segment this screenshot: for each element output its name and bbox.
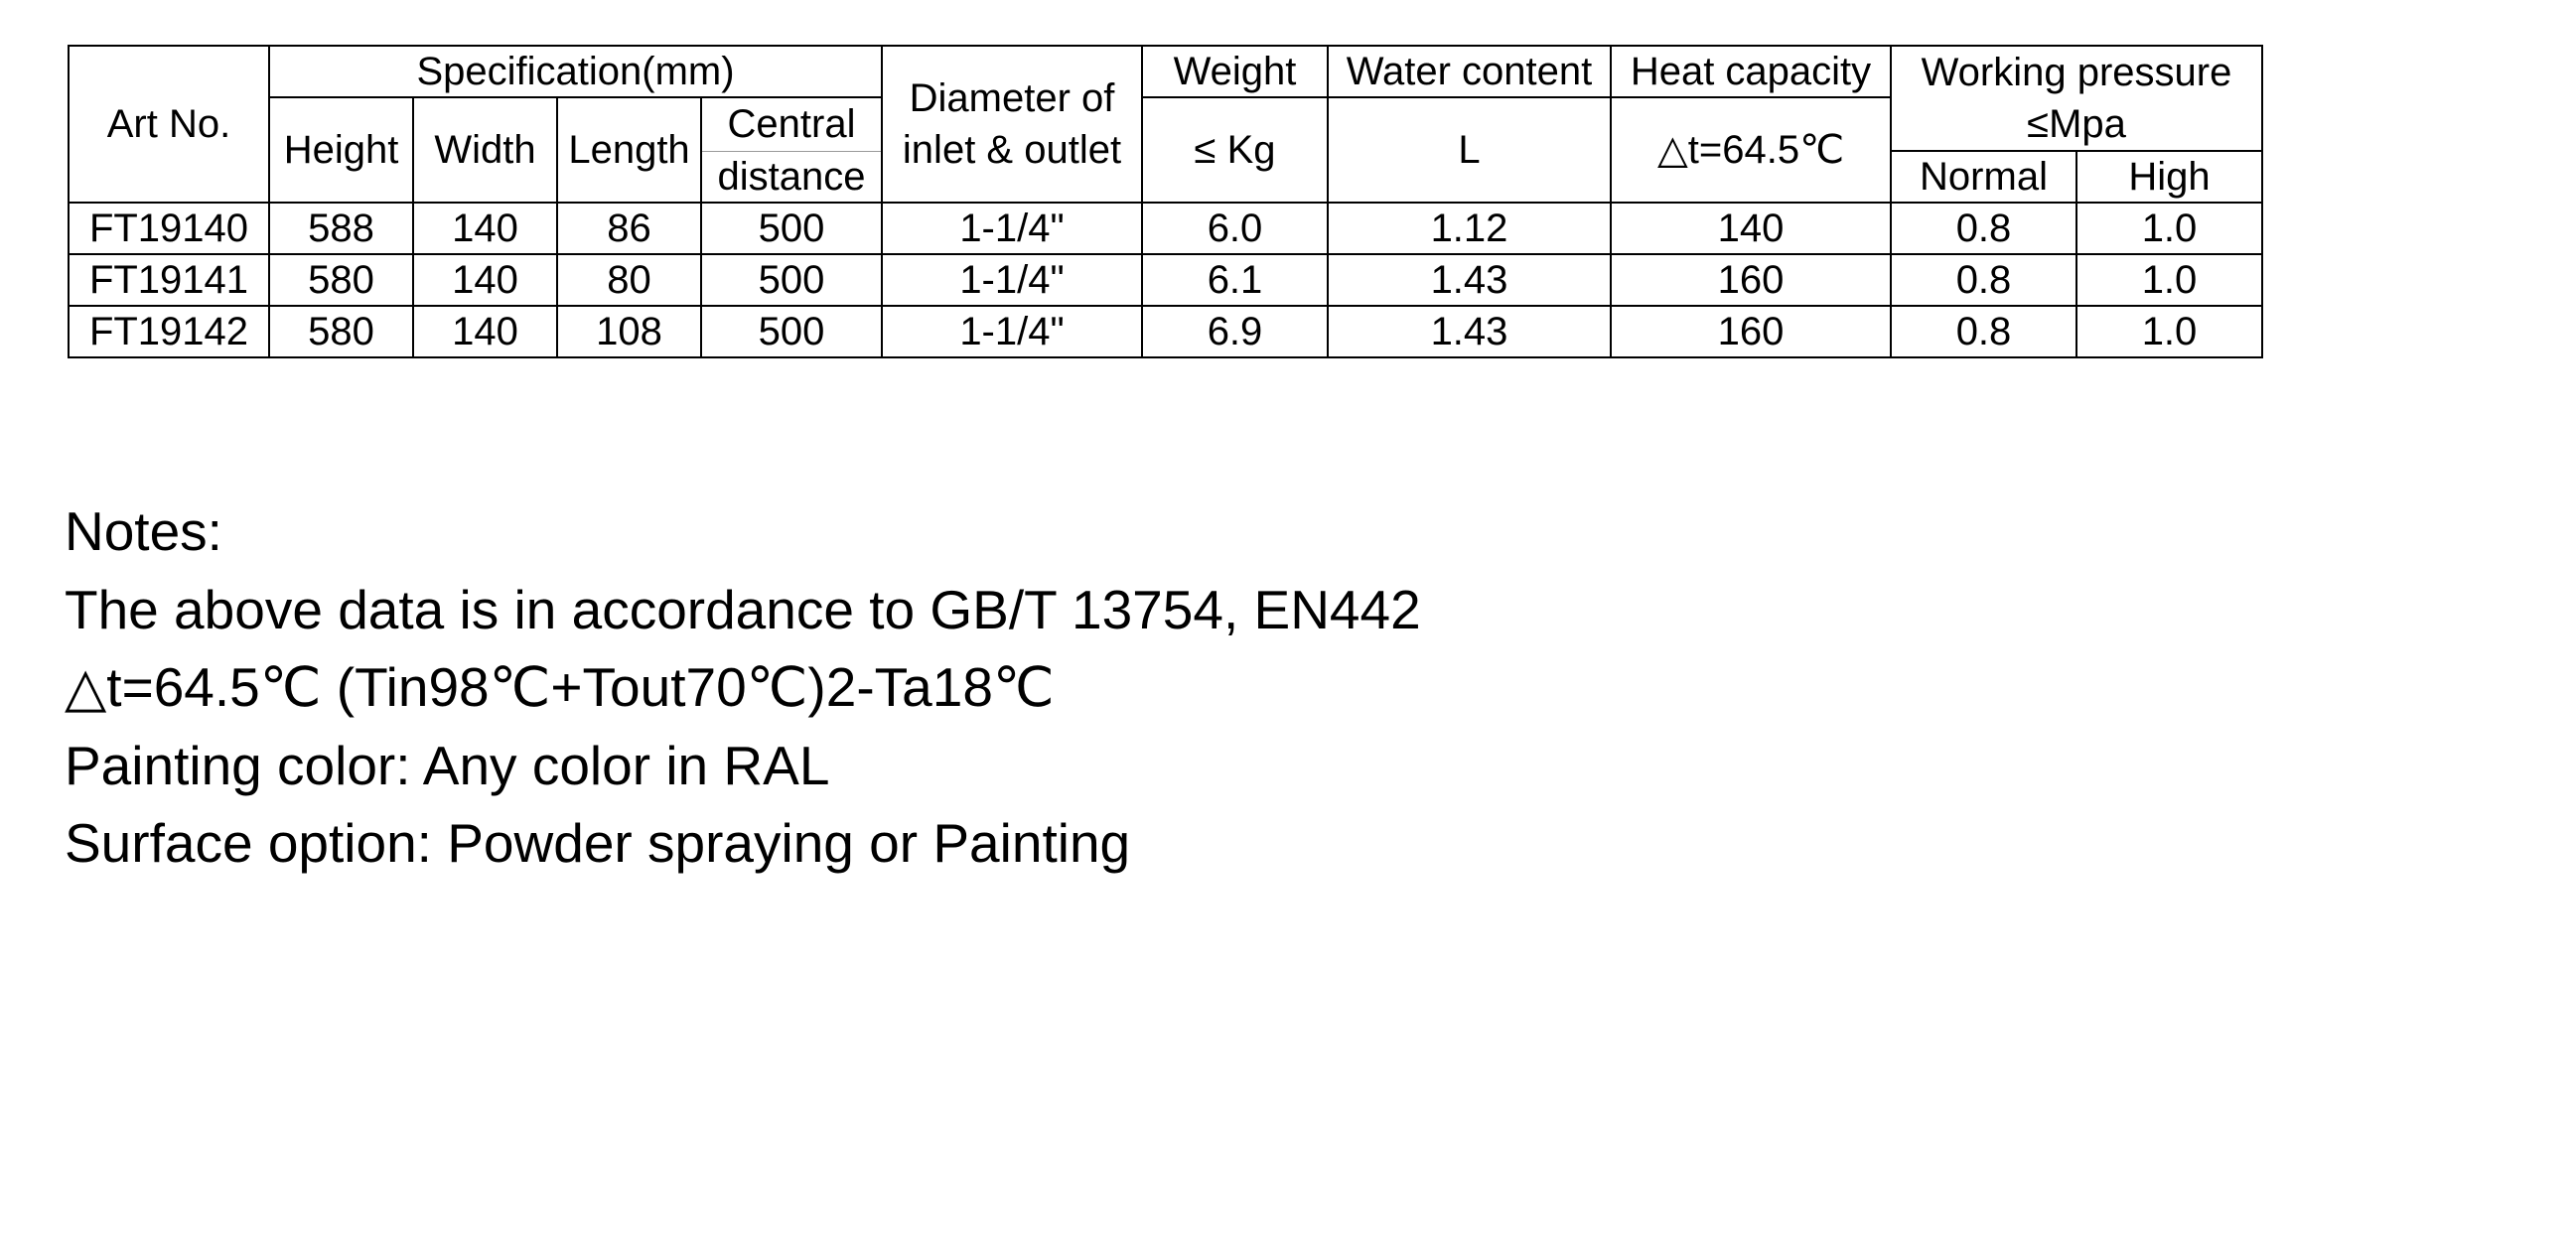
cell-central-distance: 500 bbox=[701, 306, 882, 357]
note-surface-option: Surface option: Powder spraying or Painting bbox=[65, 812, 1131, 874]
header-weight-unit: ≤ Kg bbox=[1142, 97, 1328, 203]
cell-heat-capacity: 140 bbox=[1611, 203, 1891, 254]
header-water-unit: L bbox=[1328, 97, 1611, 203]
header-central-line2: distance bbox=[701, 151, 882, 203]
cell-weight: 6.0 bbox=[1142, 203, 1328, 254]
notes-heading: Notes: bbox=[65, 500, 222, 562]
cell-diameter: 1-1/4" bbox=[882, 254, 1142, 306]
notes-section bbox=[65, 492, 1421, 883]
cell-water-content: 1.43 bbox=[1328, 254, 1611, 306]
header-weight: Weight bbox=[1142, 46, 1328, 97]
cell-pressure-normal: 0.8 bbox=[1891, 254, 2076, 306]
specification-table bbox=[68, 45, 2263, 358]
header-water-content: Water content bbox=[1328, 46, 1611, 97]
header-specification: Specification(mm) bbox=[269, 46, 882, 97]
cell-height: 580 bbox=[269, 306, 413, 357]
note-temperature-formula: △t=64.5℃ (Tin98℃+Tout70℃)2-Ta18℃ bbox=[65, 656, 1055, 718]
header-length: Length bbox=[557, 97, 701, 203]
header-pressure-line1: Working pressure bbox=[1921, 51, 2232, 94]
cell-water-content: 1.12 bbox=[1328, 203, 1611, 254]
header-width: Width bbox=[413, 97, 557, 203]
header-heat-unit: △t=64.5℃ bbox=[1611, 97, 1891, 203]
cell-pressure-normal: 0.8 bbox=[1891, 306, 2076, 357]
cell-width: 140 bbox=[413, 254, 557, 306]
cell-length: 80 bbox=[557, 254, 701, 306]
cell-height: 588 bbox=[269, 203, 413, 254]
cell-pressure-normal: 0.8 bbox=[1891, 203, 2076, 254]
cell-central-distance: 500 bbox=[701, 254, 882, 306]
cell-length: 108 bbox=[557, 306, 701, 357]
cell-width: 140 bbox=[413, 306, 557, 357]
cell-weight: 6.9 bbox=[1142, 306, 1328, 357]
header-row-1 bbox=[69, 46, 2262, 97]
cell-pressure-high: 1.0 bbox=[2076, 203, 2262, 254]
header-normal: Normal bbox=[1891, 151, 2076, 203]
cell-length: 86 bbox=[557, 203, 701, 254]
note-painting-color: Painting color: Any color in RAL bbox=[65, 734, 830, 796]
cell-water-content: 1.43 bbox=[1328, 306, 1611, 357]
header-high: High bbox=[2076, 151, 2262, 203]
header-diameter-line2: inlet & outlet bbox=[902, 128, 1122, 172]
table-row bbox=[69, 203, 2262, 254]
header-height: Height bbox=[269, 97, 413, 203]
cell-diameter: 1-1/4" bbox=[882, 203, 1142, 254]
cell-central-distance: 500 bbox=[701, 203, 882, 254]
cell-heat-capacity: 160 bbox=[1611, 306, 1891, 357]
cell-pressure-high: 1.0 bbox=[2076, 306, 2262, 357]
cell-height: 580 bbox=[269, 254, 413, 306]
cell-width: 140 bbox=[413, 203, 557, 254]
header-heat-capacity: Heat capacity bbox=[1611, 46, 1891, 97]
cell-art-no: FT19140 bbox=[69, 203, 269, 254]
header-diameter bbox=[882, 46, 1142, 203]
header-pressure-line2: ≤Mpa bbox=[2027, 102, 2126, 146]
table-row bbox=[69, 254, 2262, 306]
cell-art-no: FT19141 bbox=[69, 254, 269, 306]
header-diameter-line1: Diameter of bbox=[909, 76, 1115, 120]
cell-diameter: 1-1/4" bbox=[882, 306, 1142, 357]
header-art-no: Art No. bbox=[69, 46, 269, 203]
cell-weight: 6.1 bbox=[1142, 254, 1328, 306]
header-working-pressure bbox=[1891, 46, 2262, 151]
cell-heat-capacity: 160 bbox=[1611, 254, 1891, 306]
header-central-line1: Central bbox=[701, 97, 882, 151]
cell-pressure-high: 1.0 bbox=[2076, 254, 2262, 306]
cell-art-no: FT19142 bbox=[69, 306, 269, 357]
note-standard: The above data is in accordance to GB/T 13754, EN442 bbox=[65, 578, 1421, 640]
table-row bbox=[69, 306, 2262, 357]
